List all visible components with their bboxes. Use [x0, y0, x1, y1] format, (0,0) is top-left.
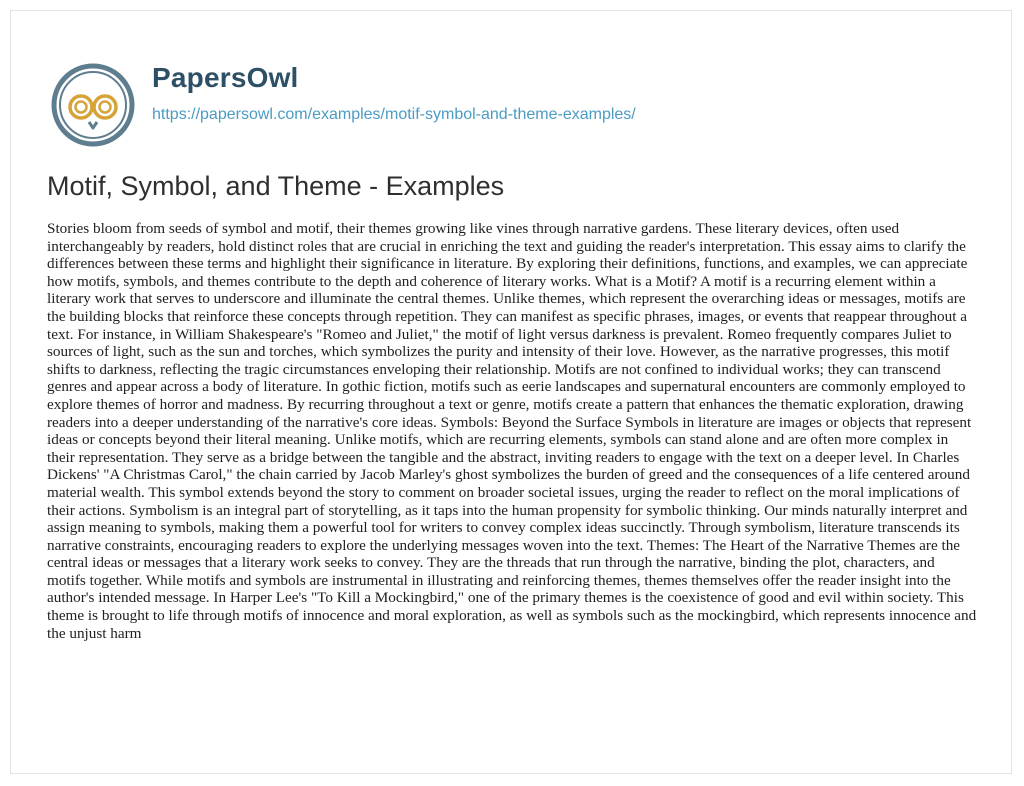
article-url-link[interactable]: https://papersowl.com/examples/motif-symbol-and-theme-examples/ [152, 106, 636, 123]
brand-name: PapersOwl [152, 62, 299, 93]
page-title: Motif, Symbol, and Theme - Examples [47, 171, 505, 201]
essay-body-text: Stories bloom from seeds of symbol and motif, their themes growing like vines through narrative gardens. These literary devices, often used interchangeably by readers, hold distinct roles that are crucial in enriching the text and guiding the reader's interpretation. This essay aims to clarify the differences between these terms and highlight their significance in literature. By exploring their definitions, functions, and examples, we can appreciate how motifs, symbols, and themes contribute to the depth and coherence of literary works. What is a Motif? A motif is a recurring element within a literary work that serves to underscore and illuminate the central themes. Unlike themes, which represent the overarching ideas or messages, motifs are the building blocks that reinforce these concepts through repetition. They can manifest as specific phrases, images, or events that reappear throughout a text. For instance, in William Shakespeare's "Romeo and Juliet," the motif of light versus darkness is prevalent. Romeo frequently compares Juliet to sources of light, such as the sun and torches, which symbolizes the purity and intensity of their love. However, as the narrative progresses, this motif shifts to darkness, reflecting the tragic circumstances enveloping their relationship. Motifs are not confined to individual works; they can transcend genres and appear across a body of literature. In gothic fiction, motifs such as eerie landscapes and supernatural encounters are commonly employed to explore themes of horror and madness. By recurring throughout a text or genre, motifs create a pattern that enhances the thematic exploration, drawing readers into a deeper understanding of the narrative's core ideas. Symbols: Beyond the Surface Symbols in literature are images or objects that represent ideas or concepts beyond their literal meaning. Unlike motifs, which are recurring elements, symbols can stand alone and are often more complex in their representation. They serve as a bridge between the tangible and the abstract, inviting readers to engage with the text on a deeper level. In Charles Dickens' "A Christmas Carol," the chain carried by Jacob Marley's ghost symbolizes the burden of greed and the consequences of a life centered around material wealth. This symbol extends beyond the story to comment on broader societal issues, urging the reader to reflect on the moral implications of their actions. Symbolism is an integral part of storytelling, as it taps into the human propensity for symbolic thinking. Our minds naturally interpret and assign meaning to symbols, making them a powerful tool for writers to convey complex ideas succinctly. Through symbolism, literature transcends its narrative constraints, encouraging readers to explore the underlying messages woven into the text. Themes: The Heart of the Narrative Themes are the central ideas or messages that a literary work seeks to convey. They are the threads that run through the narrative, binding the plot, characters, and motifs together. While motifs and symbols are instrumental in illustrating and reinforcing themes, themes themselves offer the reader insight into the author's intended message. In Harper Lee's "To Kill a Mockingbird," one of the primary themes is the coexistence of good and evil within society. This theme is brought to life through motifs of innocence and moral exploration, as well as symbols such as the mockingbird, which represents innocence and the unjust harm [47, 220, 977, 642]
site-header [50, 58, 950, 138]
owl-logo-icon [50, 62, 136, 148]
